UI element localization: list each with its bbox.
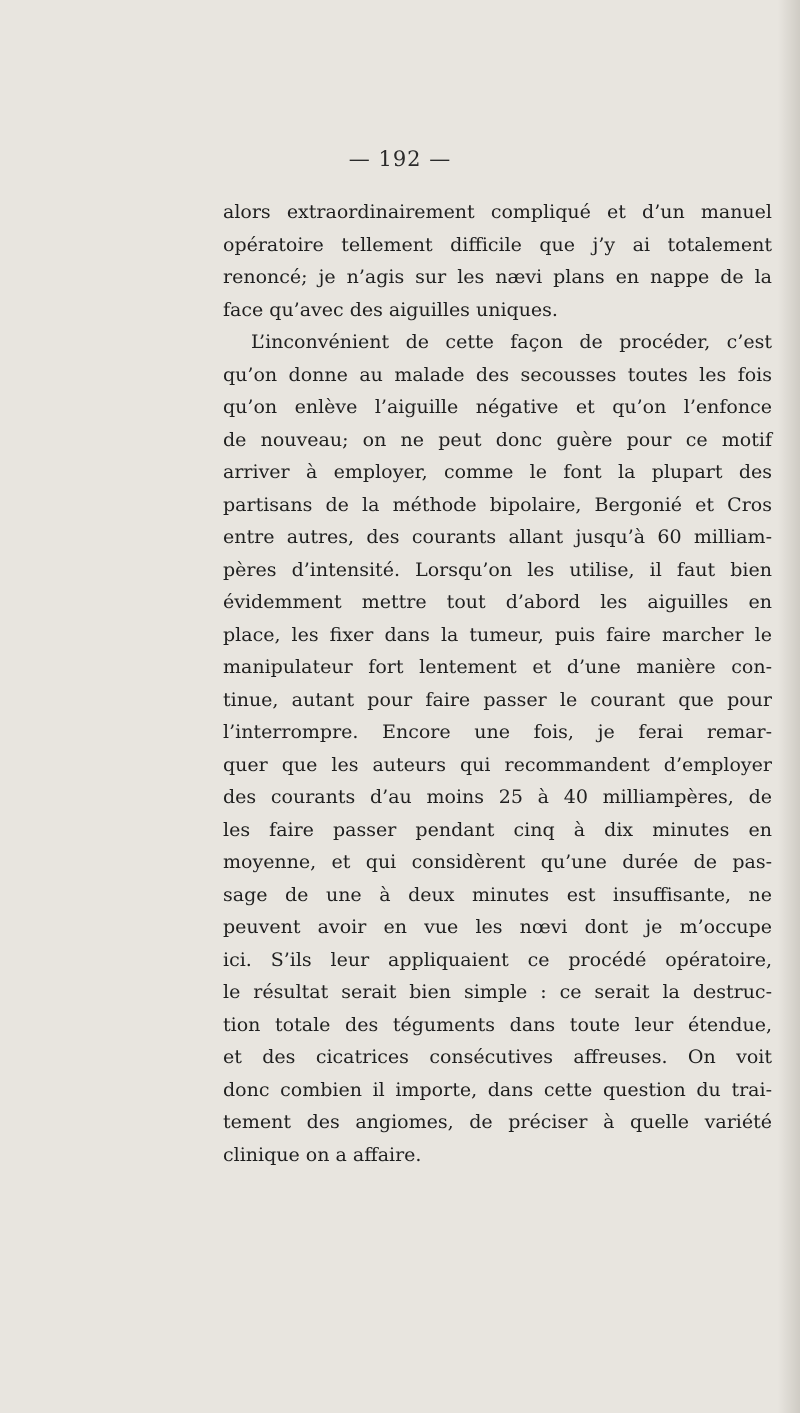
text-line: pères d’intensité. Lorsqu’on les utilise, il faut bien — [223, 558, 772, 581]
text-line: opératoire tellement difficile que j’y ai totalement — [223, 233, 772, 256]
text-line: peuvent avoir en vue les nœvi dont je m’occupe — [223, 916, 772, 938]
text-line: renoncé; je n’agis sur les nævi plans en nappe de la — [223, 266, 772, 288]
page-edge-shadow — [778, 0, 800, 1413]
text-line: et des cicatrices consécutives affreuses. On voit — [223, 1046, 772, 1068]
text-line: tion totale des téguments dans toute leur étendue, — [223, 1013, 772, 1036]
text-line: partisans de la méthode bipolaire, Bergonié et Cros — [223, 493, 772, 516]
text-line: des courants d’au moins 25 à 40 milliampères, de — [223, 786, 772, 808]
text-line: clinique on a affaire. — [223, 1143, 422, 1166]
text-line: qu’on donne au malade des secousses toutes les fois — [223, 363, 772, 386]
text-line: le résultat serait bien simple : ce serait la destruc- — [223, 981, 772, 1003]
text-line: donc combien il importe, dans cette question du trai- — [223, 1078, 772, 1101]
text-line: place, les fixer dans la tumeur, puis faire marcher le — [223, 623, 772, 646]
text-line: l’interrompre. Encore une fois, je ferai remar- — [223, 721, 772, 743]
text-line: L’inconvénient de cette façon de procéder, c’est — [251, 331, 772, 353]
page-number: — 192 — — [348, 147, 452, 171]
text-line: moyenne, et qui considèrent qu’une durée de pas- — [223, 851, 772, 873]
text-line: arriver à employer, comme le font la plupart des — [223, 461, 772, 483]
text-line: de nouveau; on ne peut donc guère pour ce motif — [223, 428, 772, 451]
text-line: tinue, autant pour faire passer le courant que pour — [223, 688, 772, 711]
text-line: quer que les auteurs qui recommandent d’employer — [223, 753, 772, 776]
body-text — [223, 196, 772, 1171]
text-line: les faire passer pendant cinq à dix minutes en — [223, 818, 772, 841]
text-line: sage de une à deux minutes est insuffisante, ne — [223, 883, 772, 906]
text-line: face qu’avec des aiguilles uniques. — [223, 298, 558, 321]
text-line: entre autres, des courants allant jusqu’à 60 milliam- — [223, 526, 772, 548]
text-line: manipulateur fort lentement et d’une manière con- — [223, 656, 772, 678]
text-line: alors extraordinairement compliqué et d’un manuel — [223, 201, 772, 223]
text-line: tement des angiomes, de préciser à quelle variété — [223, 1111, 772, 1133]
text-line: qu’on enlève l’aiguille négative et qu’on l’enfonce — [223, 396, 772, 418]
text-line: ici. S’ils leur appliquaient ce procédé opératoire, — [223, 948, 772, 971]
text-line: évidemment mettre tout d’abord les aiguilles en — [223, 591, 772, 613]
